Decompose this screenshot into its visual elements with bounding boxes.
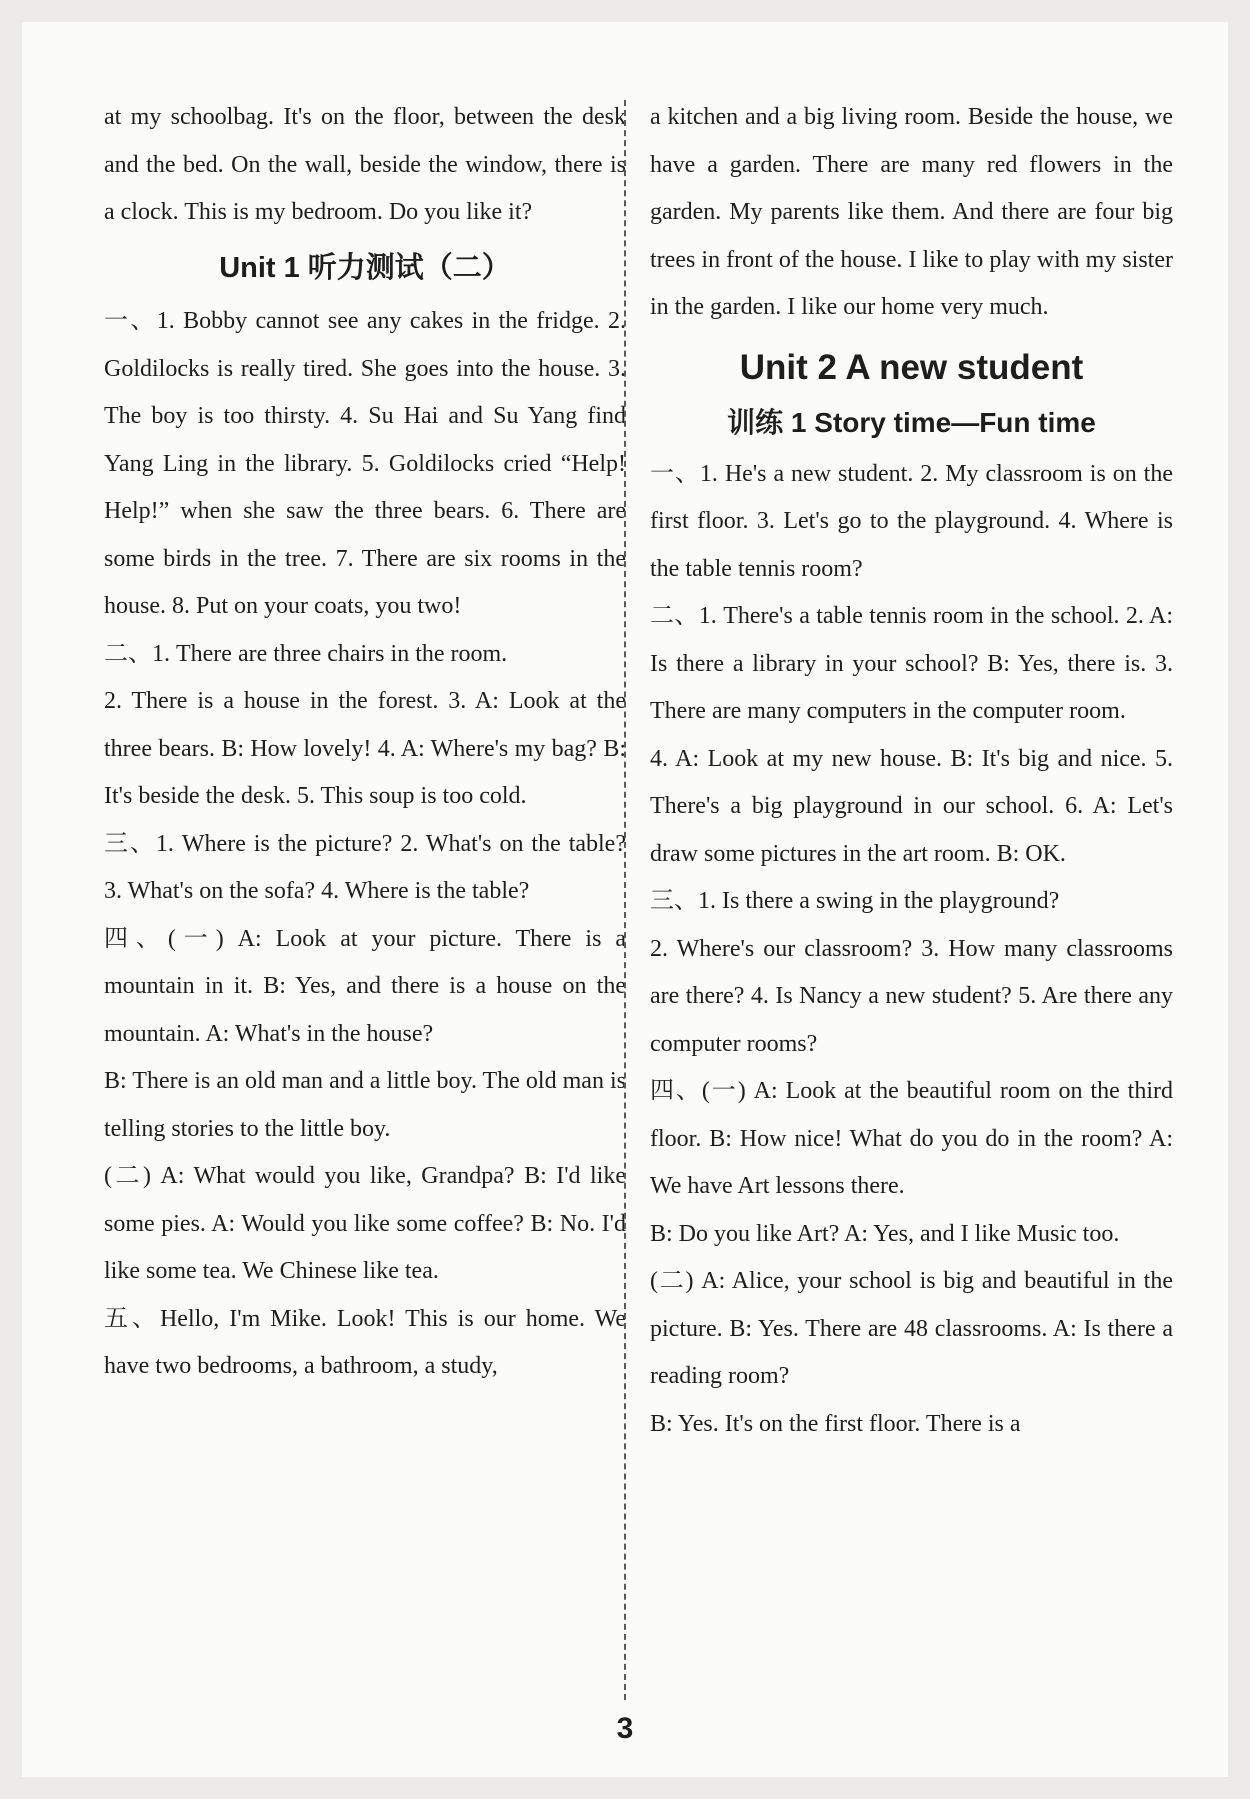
right-paragraph-continued: a kitchen and a big living room. Beside the house, we have a garden. There are many red flowers in the garden. My parents like them. And there are four big trees in front of the house. I like to play with my sister in the garden. I like our home very much. (650, 104, 1173, 320)
left-section-4b: B: There is an old man and a little boy. The old man is telling stories to the little boy. (104, 1068, 626, 1142)
training1-heading: 训练 1 Story time—Fun time (727, 407, 1096, 438)
right-section-2a: 二、1. There's a table tennis room in the school. 2. A: Is there a library in your school? B: Yes, there is. 3. There are many computers in the computer room. (650, 603, 1173, 724)
left-section-3: 三、1. Where is the picture? 2. What's on the table? 3. What's on the sofa? 4. Where is the table? (104, 830, 626, 904)
right-section-4d: B: Yes. It's on the first floor. There is a (650, 1410, 1021, 1437)
right-section-3b: 2. Where's our classroom? 3. How many classrooms are there? 4. Is Nancy a new student? 5. Are there any computer rooms? (650, 935, 1173, 1057)
left-paragraph-continued: at my schoolbag. It's on the floor, between the desk and the bed. On the wall, beside the window, there is a clock. This is my bedroom. Do you like it? (104, 104, 626, 225)
page-number: 3 (616, 1712, 634, 1745)
right-section-4c: (二) A: Alice, your school is big and beautiful in the picture. B: Yes. There are 48 classrooms. A: Is there a reading room? (650, 1268, 1173, 1389)
column-divider (624, 100, 626, 1700)
right-section-1: 一、1. He's a new student. 2. My classroom is on the first floor. 3. Let's go to the playground. 4. Where is the table tennis room? (650, 460, 1173, 582)
unit1-listening-test-heading: Unit 1 听力测试（二） (219, 251, 511, 284)
left-section-2b: 2. There is a house in the forest. 3. A: Look at the three bears. B: How lovely! 4. A: Where's my bag? B: It's beside the desk. 5. This soup is too cold. (104, 688, 626, 809)
document-page (22, 22, 1228, 1777)
left-section-5: 五、Hello, I'm Mike. Look! This is our home. We have two bedrooms, a bathroom, a study, (104, 1305, 626, 1379)
right-section-2b: 4. A: Look at my new house. B: It's big and nice. 5. There's a big playground in our school. 6. A: Let's draw some pictures in the art room. B: OK. (650, 745, 1173, 867)
right-section-3a: 三、1. Is there a swing in the playground? (650, 888, 1060, 914)
left-column (104, 94, 626, 1391)
right-section-4b: B: Do you like Art? A: Yes, and I like Music too. (650, 1220, 1120, 1247)
right-section-4a: 四、(一) A: Look at the beautiful room on the third floor. B: How nice! What do you do in the room? A: We have Art lessons there. (650, 1078, 1173, 1199)
left-section-1: 一、1. Bobby cannot see any cakes in the fridge. 2. Goldilocks is really tired. She goes into the house. 3. The boy is too thirsty. 4. Su Hai and Su Yang find Yang Ling in the library. 5. Goldilocks cried “Help! Help!” when she saw the three bears. 6. There are some birds in the tree. 7. There are six rooms in the house. 8. Put on your coats, you two! (104, 308, 626, 619)
unit2-heading: Unit 2 A new student (739, 347, 1084, 387)
left-section-4a: 四、(一) A: Look at your picture. There is a mountain in it. B: Yes, and there is a house on the mountain. A: What's in the house? (104, 925, 626, 1047)
left-section-2a: 二、1. There are three chairs in the room. (104, 640, 508, 667)
left-section-4c: (二) A: What would you like, Grandpa? B: I'd like some pies. A: Would you like some coffee? B: No. I'd like some tea. We Chinese like tea. (104, 1163, 626, 1284)
right-column (650, 94, 1173, 1448)
